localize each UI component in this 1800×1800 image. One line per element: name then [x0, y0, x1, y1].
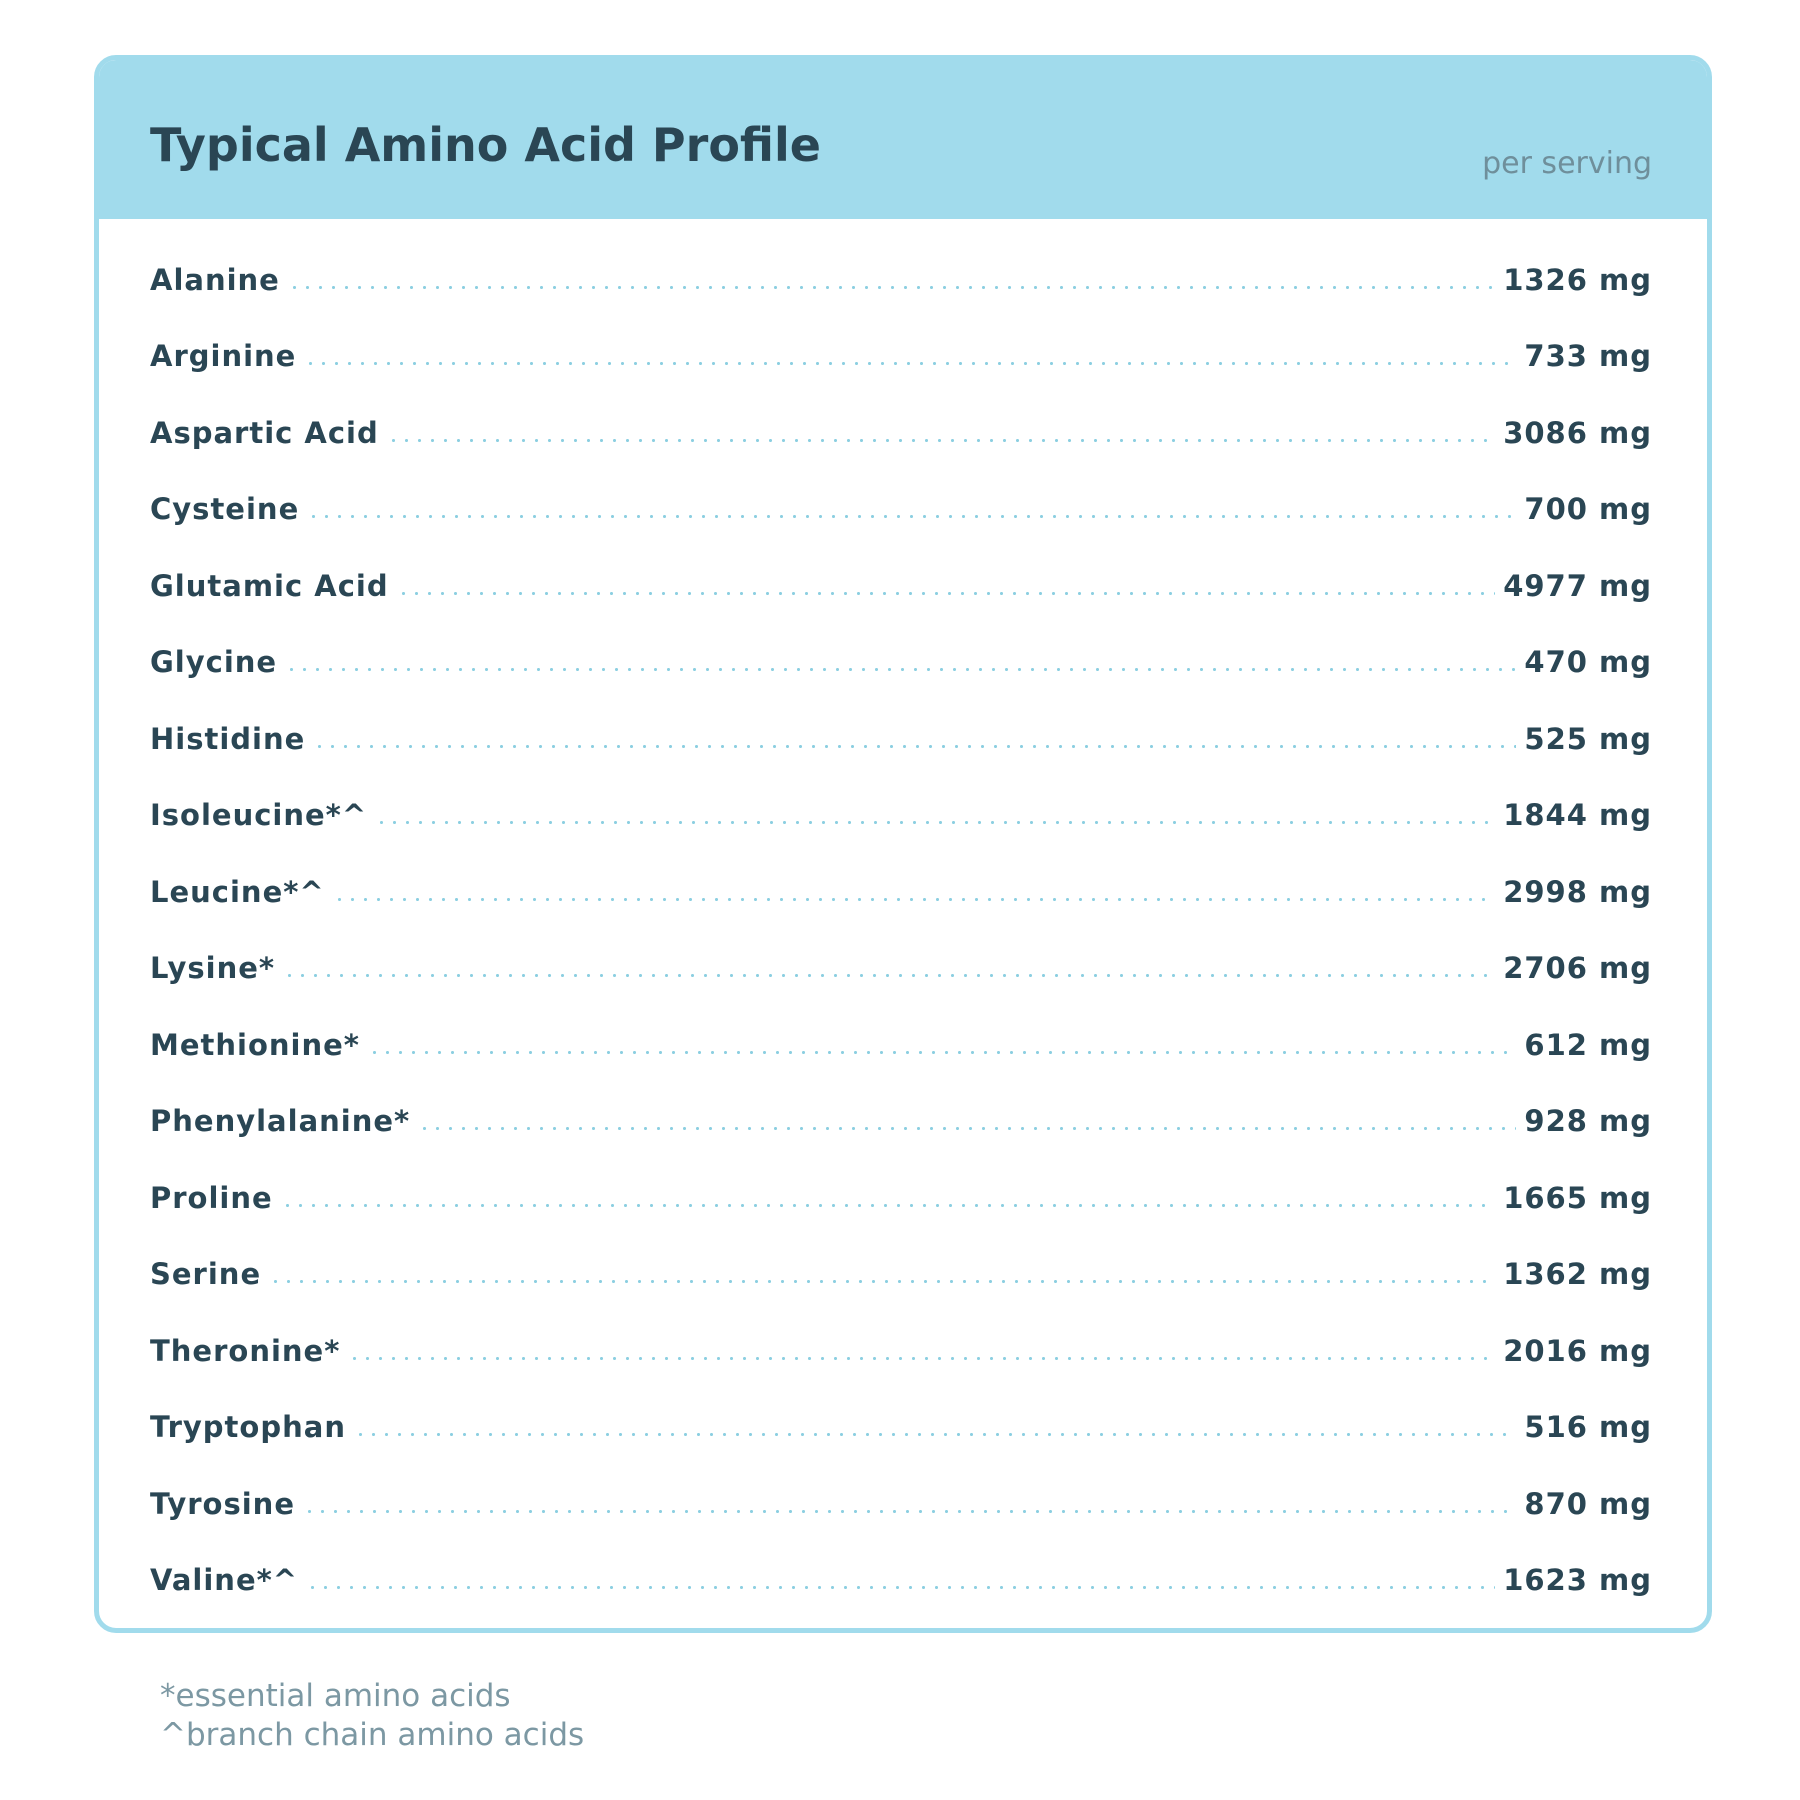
amino-acid-amount: 2998 mg — [1503, 874, 1652, 909]
amino-acid-amount: 2706 mg — [1503, 951, 1652, 986]
table-row — [150, 931, 1652, 1008]
amino-acid-name: Cysteine — [150, 492, 300, 527]
amino-acid-name: Theronine* — [150, 1333, 341, 1368]
amino-acid-amount: 516 mg — [1524, 1410, 1652, 1445]
amino-acid-amount: 3086 mg — [1503, 415, 1652, 450]
amino-acid-name: Histidine — [150, 721, 306, 756]
amino-acid-amount: 525 mg — [1524, 721, 1652, 756]
amino-acid-name: Tyrosine — [150, 1486, 295, 1521]
amino-acid-name: Lysine* — [150, 951, 276, 986]
footnotes — [160, 1677, 584, 1755]
dotted-leader — [387, 439, 1495, 442]
table-row — [150, 1543, 1652, 1620]
table-row — [150, 1007, 1652, 1084]
dotted-leader — [418, 1127, 1516, 1130]
table-row — [150, 701, 1652, 778]
dotted-leader — [283, 974, 1495, 977]
dotted-leader — [303, 1510, 1516, 1513]
card-header — [99, 60, 1707, 219]
amino-acid-list — [150, 242, 1652, 1619]
dotted-leader — [397, 592, 1496, 595]
amino-acid-name: Isoleucine*^ — [150, 798, 368, 833]
amino-acid-name: Aspartic Acid — [150, 415, 379, 450]
amino-acid-name: Leucine*^ — [150, 874, 325, 909]
amino-acid-amount: 700 mg — [1524, 492, 1652, 527]
amino-acid-name: Tryptophan — [150, 1410, 346, 1445]
table-row — [150, 1237, 1652, 1314]
amino-acid-name: Phenylalanine* — [150, 1104, 411, 1139]
amino-acid-name: Glycine — [150, 645, 278, 680]
amino-acid-amount: 4977 mg — [1503, 568, 1652, 603]
amino-acid-name: Methionine* — [150, 1027, 360, 1062]
table-row — [150, 548, 1652, 625]
dotted-leader — [313, 745, 1516, 748]
dotted-leader — [306, 1586, 1495, 1589]
amino-acid-name: Arginine — [150, 339, 297, 374]
dotted-leader — [348, 1357, 1495, 1360]
per-serving-label: per serving — [1482, 146, 1652, 181]
table-row — [150, 778, 1652, 855]
amino-acid-name: Serine — [150, 1257, 262, 1292]
amino-acid-amount: 612 mg — [1524, 1027, 1652, 1062]
dotted-leader — [375, 821, 1495, 824]
dotted-leader — [288, 286, 1495, 289]
table-row — [150, 1313, 1652, 1390]
amino-acid-name: Valine*^ — [150, 1563, 299, 1598]
amino-acid-amount: 470 mg — [1524, 645, 1652, 680]
table-row — [150, 625, 1652, 702]
dotted-leader — [307, 515, 1516, 518]
amino-acid-amount: 1844 mg — [1503, 798, 1652, 833]
footnote-bcaa: ^branch chain amino acids — [160, 1717, 585, 1753]
amino-acid-name: Glutamic Acid — [150, 568, 389, 603]
table-row — [150, 854, 1652, 931]
table-row — [150, 1466, 1652, 1543]
amino-acid-name: Proline — [150, 1180, 273, 1215]
table-row — [150, 1084, 1652, 1161]
table-row — [150, 395, 1652, 472]
amino-acid-name: Alanine — [150, 262, 280, 297]
amino-acid-amount: 870 mg — [1524, 1486, 1652, 1521]
dotted-leader — [304, 362, 1516, 365]
dotted-leader — [285, 668, 1516, 671]
dotted-leader — [368, 1051, 1516, 1054]
table-row — [150, 472, 1652, 549]
dotted-leader — [269, 1280, 1495, 1283]
amino-acid-amount: 1623 mg — [1503, 1563, 1652, 1598]
amino-acid-amount: 928 mg — [1524, 1104, 1652, 1139]
amino-acid-amount: 2016 mg — [1503, 1333, 1652, 1368]
table-row — [150, 1390, 1652, 1467]
table-row — [150, 1160, 1652, 1237]
dotted-leader — [281, 1204, 1496, 1207]
amino-acid-amount: 1362 mg — [1503, 1257, 1652, 1292]
footnote-essential: *essential amino acids — [160, 1678, 511, 1714]
table-row — [150, 242, 1652, 319]
amino-acid-card — [94, 55, 1712, 1633]
dotted-leader — [333, 898, 1496, 901]
table-row — [150, 319, 1652, 396]
amino-acid-amount: 1665 mg — [1503, 1180, 1652, 1215]
amino-acid-amount: 1326 mg — [1503, 262, 1652, 297]
amino-acid-amount: 733 mg — [1524, 339, 1652, 374]
card-title: Typical Amino Acid Profile — [150, 118, 821, 172]
dotted-leader — [354, 1433, 1516, 1436]
